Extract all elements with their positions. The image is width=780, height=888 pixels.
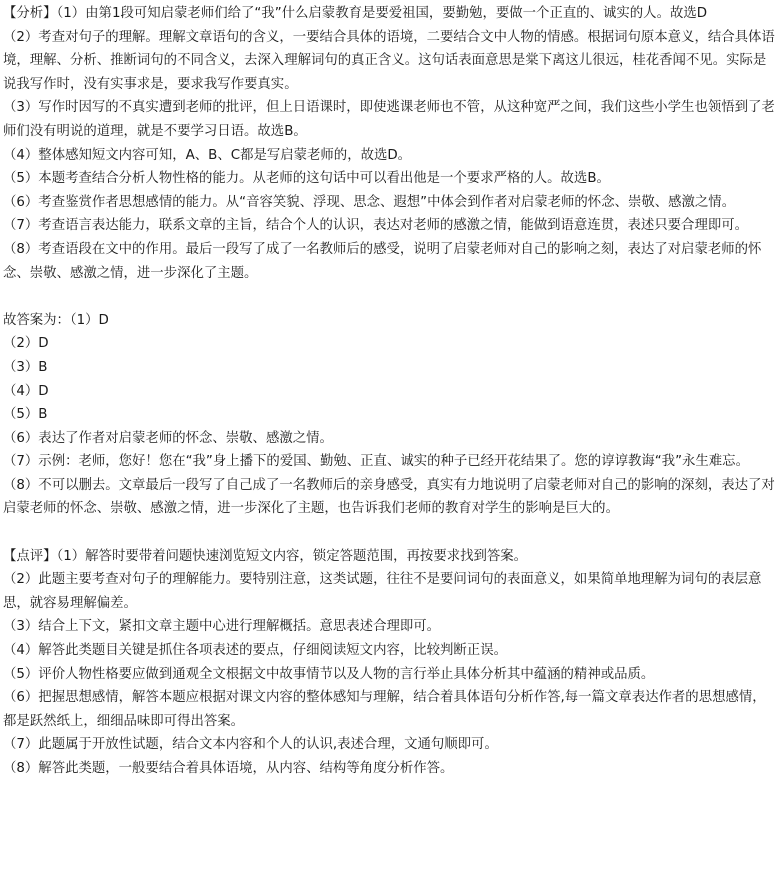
comment-line: （3）结合上下文，紧扣文章主题中心进行理解概括。意思表述合理即可。 xyxy=(3,619,441,635)
analysis-line: （4）整体感知短文内容可知，A、B、C都是写启蒙老师的，故选D。 xyxy=(3,147,412,163)
answer-line: （3）B xyxy=(3,359,48,375)
answer-line: （4）D xyxy=(3,383,49,399)
comment-line: （5）评价人物性格要应做到通观全文根据文中故事情节以及人物的言行举止具体分析其中蕴涵的精神或品质。 xyxy=(3,666,655,682)
comments-section xyxy=(3,545,775,781)
answer-line: （7）示例：老师，您好！您在“我”身上播下的爱国、勤勉、正直、诚实的种子已经开花结果了。您的谆谆教诲“我”永生难忘。 xyxy=(3,454,749,470)
comment-line: 【点评】（1）解答时要带着问题快速浏览短文内容，锁定答题范围，再按要求找到答案。 xyxy=(3,548,528,564)
analysis-line: 【分析】（1）由第1段可知启蒙老师们给了“我”什么启蒙教育是要爱祖国，要勤勉，要做一个正直的、诚实的人。故选D xyxy=(3,6,708,21)
analysis-line: （5）本题考查结合分析人物性格的能力。从老师的这句话中可以看出他是一个要求严格的人。故选B。 xyxy=(3,171,610,187)
analysis-line: （3）写作时因写的不真实遭到老师的批评，但上日语课时，即使逃课老师也不管，从这种宽严之间，我们这些小学生也领悟到了老师们没有明说的道理，就是不要学习日语。故选B。 xyxy=(3,100,775,139)
section-gap xyxy=(3,521,775,545)
answer-line: （8）不可以删去。文章最后一段写了自己成了一名教师后的亲身感受，真实有力地说明了启蒙老师对自己的影响的深刻，表达了对启蒙老师的怀念、崇敬、感激之情，进一步深化了主题，也告诉我们老师的教育对学生的影响是巨大的。 xyxy=(3,477,775,517)
comment-line: （8）解答此类题，一般要结合着具体语境，从内容、结构等角度分析作答。 xyxy=(3,761,454,776)
comment-line: （7）此题属于开放性试题，结合文本内容和个人的认识,表述合理，文通句顺即可。 xyxy=(3,737,498,753)
answer-line: （5）B xyxy=(3,407,48,423)
solution-document xyxy=(3,2,775,781)
answer-line: （6）表达了作者对启蒙老师的怀念、崇敬、感激之情。 xyxy=(3,430,333,446)
analysis-line: （2）考查对句子的理解。理解文章语句的含义，一要结合具体的语境，二要结合文中人物的情感。根据词句原本意义，结合具体语境，理解、分析、推断词句的不同含义，去深入理解词句的真正含义。这句话表面意思是棠下离这儿很远，桂花香闻不见。实际是说我写作时，没有实事求是，要求我写作要真实。 xyxy=(3,29,775,92)
analysis-line: （7）考查语言表达能力，联系文章的主旨，结合个人的认识，表达对老师的感激之情，能做到语意连贯，表述只要合理即可。 xyxy=(3,218,748,234)
analysis-section xyxy=(3,2,775,285)
section-gap xyxy=(3,285,775,309)
comment-line: （6）把握思想感情，解答本题应根据对课文内容的整体感知与理解，结合着具体语句分析作答,每一篇文章表达作者的思想感情，都是跃然纸上，细细品味即可得出答案。 xyxy=(3,690,766,729)
comment-line: （2）此题主要考查对句子的理解能力。要特别注意，这类试题，往往不是要问词句的表面意义，如果简单地理解为词句的表层意思，就容易理解偏差。 xyxy=(3,572,762,611)
comment-line: （4）解答此类题目关键是抓住各项表述的要点，仔细阅读短文内容，比较判断正误。 xyxy=(3,643,507,659)
analysis-line: （6）考查鉴赏作者思想感情的能力。从“音容笑貌、浮现、思念、遐想”中体会到作者对启蒙老师的怀念、崇敬、感激之情。 xyxy=(3,194,736,210)
answers-section xyxy=(3,309,775,521)
answer-line: （2）D xyxy=(3,336,49,352)
answer-line: 故答案为：（1）D xyxy=(3,312,109,328)
analysis-line: （8）考查语段在文中的作用。最后一段写了成了一名教师后的感受，说明了启蒙老师对自己的影响之刻，表达了对启蒙老师的怀念、崇敬、感激之情，进一步深化了主题。 xyxy=(3,241,762,281)
